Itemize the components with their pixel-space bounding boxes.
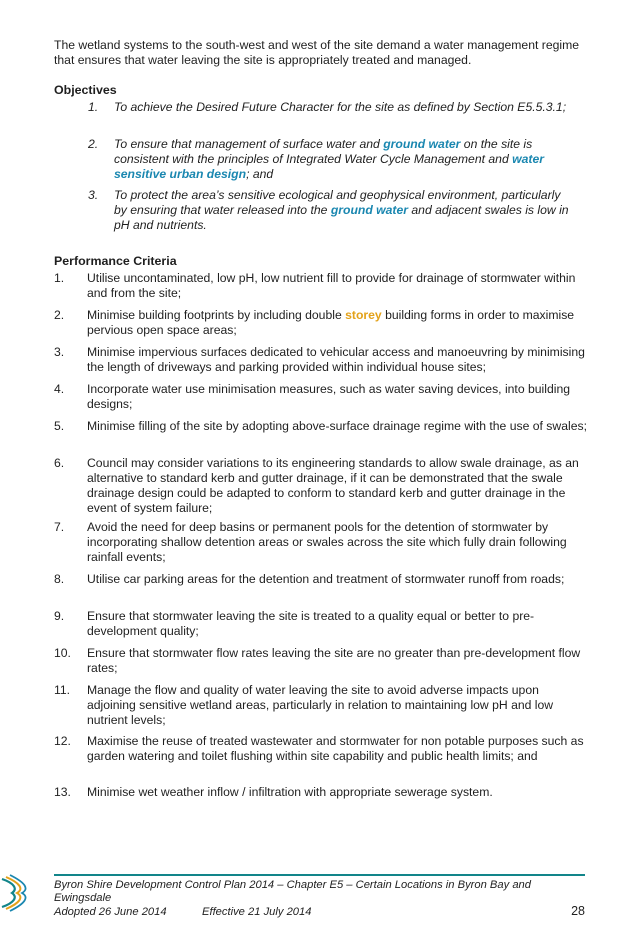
- text-run: To ensure that management of surface water and: [114, 137, 384, 151]
- effective-date: Effective 21 July 2014: [202, 906, 312, 918]
- criteria-text: [87, 271, 587, 301]
- criteria-text: [87, 609, 587, 639]
- objective-number: 1.: [88, 100, 99, 114]
- criteria-text: [87, 456, 587, 516]
- criteria-number: 6.: [54, 456, 65, 470]
- criteria-number: 1.: [54, 271, 65, 285]
- criteria-number: 10.: [54, 646, 71, 660]
- text-run: Minimise filling of the site by adopting above-surface drainage regime with the use of swales;: [87, 419, 587, 433]
- criteria-text: [87, 345, 587, 375]
- criteria-number: 12.: [54, 734, 71, 748]
- shire-logo-icon: [0, 873, 30, 913]
- page-footer: [54, 879, 585, 920]
- criteria-text: [87, 572, 587, 587]
- objective-text: [114, 100, 574, 115]
- text-run: Council may consider variations to its engineering standards to allow swale drainage, as an alternative to standard kerb and gutter drainage, if it can be demonstrated that the swale drainage design could be adapted to conform to standard kerb and gutter drainage in the event of system failure;: [87, 456, 579, 515]
- text-run: Incorporate water use minimisation measures, such as water saving devices, into building designs;: [87, 382, 570, 411]
- text-run: Minimise building footprints by including double: [87, 308, 346, 322]
- objective-number: 3.: [88, 188, 99, 202]
- glossary-term-link: water sensitive urban design: [114, 152, 544, 181]
- text-run: Maximise the reuse of treated wastewater and stormwater for non potable purposes such as garden watering and toilet flushing within site capability and public health limits; and: [87, 734, 584, 763]
- text-run: Utilise uncontaminated, low pH, low nutrient fill to provide for drainage of stormwater within and from the site;: [87, 271, 576, 300]
- criteria-text: [87, 308, 587, 338]
- criteria-number: 13.: [54, 785, 71, 799]
- glossary-term-link: ground water: [383, 137, 461, 151]
- text-run: building forms in order to maximise pervious open space areas;: [87, 308, 575, 337]
- text-run: on the site is consistent with the principles of Integrated Water Cycle Management and: [114, 137, 533, 166]
- text-run: To protect the area’s sensitive ecological and geophysical environment, particularly by ensuring that water released into the: [114, 188, 561, 217]
- text-run: and adjacent swales is low in pH and nutrients.: [114, 203, 569, 232]
- criteria-number: 3.: [54, 345, 65, 359]
- criteria-number: 11.: [54, 683, 71, 697]
- adopted-date: Adopted 26 June 2014: [54, 906, 167, 918]
- text-run: Avoid the need for deep basins or permanent pools for the detention of stormwater by incorporating shallow detention areas or swales across the site which fully drain following rainfall events;: [87, 520, 567, 564]
- criteria-text: [87, 419, 587, 434]
- criteria-number: 7.: [54, 520, 65, 534]
- criteria-text: [87, 683, 587, 728]
- criteria-text: [87, 785, 587, 800]
- glossary-term-link: ground water: [330, 203, 409, 217]
- criteria-number: 4.: [54, 382, 65, 396]
- criteria-text: [87, 734, 587, 764]
- criteria-number: 9.: [54, 609, 65, 623]
- text-run: Minimise wet weather inflow / infiltration with appropriate sewerage system.: [87, 785, 493, 799]
- criteria-number: 2.: [54, 308, 65, 322]
- objective-text: [114, 188, 574, 233]
- text-run: Minimise impervious surfaces dedicated to vehicular access and manoeuvring by minimising the length of driveways and parking provided within individual house sites;: [87, 345, 585, 374]
- intro-paragraph: The wetland systems to the south-west and west of the site demand a water management regime that ensures that water leaving the site is appropriately treated and managed.: [54, 38, 580, 67]
- text-run: Ensure that stormwater leaving the site is treated to a quality equal or better to pre-development quality;: [87, 609, 535, 638]
- text-run: Manage the flow and quality of water leaving the site to avoid adverse impacts upon adjoining sensitive wetland areas, particularly in relation to maintaining low pH and low nutrient levels;: [87, 683, 554, 727]
- criteria-text: [87, 520, 587, 565]
- criteria-number: 5.: [54, 419, 65, 433]
- text-run: Utilise car parking areas for the detention and treatment of stormwater runoff from roads;: [87, 572, 565, 586]
- text-run: Ensure that stormwater flow rates leaving the site are no greater than pre-development flow rates;: [87, 646, 581, 675]
- performance-heading: Performance Criteria: [54, 254, 177, 268]
- footer-title: Byron Shire Development Control Plan 2014 – Chapter E5 – Certain Locations in Byron Bay and Ewingsdale: [54, 879, 531, 904]
- criteria-text: [87, 382, 587, 412]
- objective-text: [114, 137, 574, 182]
- criteria-number: 8.: [54, 572, 65, 586]
- text-run: To achieve the Desired Future Character for the site as defined by Section E5.5.3.1;: [114, 100, 567, 114]
- glossary-term-link: storey: [345, 308, 382, 322]
- footer-rule: [54, 874, 585, 876]
- criteria-text: [87, 646, 587, 676]
- objectives-heading: Objectives: [54, 83, 117, 97]
- page-number: 28: [571, 904, 585, 918]
- text-run: ; and: [246, 167, 274, 181]
- objective-number: 2.: [88, 137, 99, 151]
